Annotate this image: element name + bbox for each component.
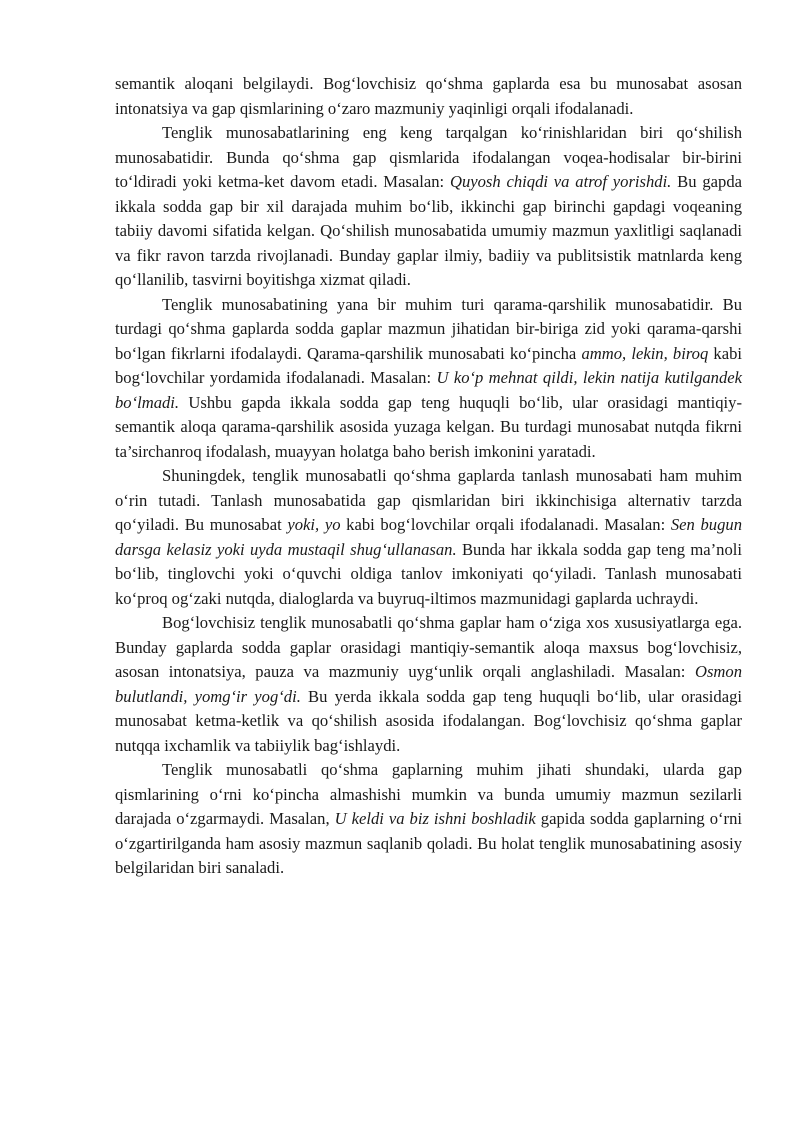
paragraph-6: [115, 758, 742, 881]
paragraph-4: [115, 464, 742, 611]
paragraph-text: kabi bog‘lovchilar orqali ifodalanadi. Masalan:: [340, 515, 671, 534]
paragraph-text: kabi bog‘lovchilar yordamida ifodalanadi. Masalan:: [115, 343, 743, 387]
paragraph-text: Tenglik munosabatlarining eng keng tarqalgan ko‘rinishlaridan biri qo‘shilish munosabatidir. Bunda qo‘shma gap qismlarida ifodalangan voqea-hodisalar bir-birini to‘ldiradi yoki ketma-ket davom etadi. Masalan:: [115, 123, 742, 191]
paragraph-text: Bu gapda ikkala sodda gap bir xil darajada muhim bo‘lib, ikkinchi gap birinchi gapdagi voqeaning tabiiy davomi sifatida kelgan. Qo‘shilish munosabatida umumiy mazmun yaxlitligi saqlanadi va fikr ravon tarzda rivojlanadi. Bunday gaplar ilmiy, badiiy va publitsistik matnlarda keng qo‘llanilib, tasvirni boyitishga xizmat qiladi.: [115, 172, 742, 289]
conjunction-list: yoki, yo: [287, 515, 341, 534]
paragraph-text: Shuningdek, tenglik munosabatli qo‘shma gaplarda tanlash munosabati ham muhim o‘rin tutadi. Tanlash munosabatida gap qismlaridan biri ikkinchisiga alternativ tarzda qo‘yiladi. Bu munosabat: [115, 466, 742, 534]
paragraph-2: [115, 121, 742, 293]
paragraph-text: Ushbu gapda ikkala sodda gap teng huquqli bo‘lib, ular orasidagi mantiqiy-semantik aloqa qarama-qarshilik asosida yuzaga kelgan. Bu turdagi munosabat nutqda fikrni ta’sirchanroq ifodalash, muayyan holatga baho berish imkonini yaratadi.: [115, 392, 742, 461]
example-sentence: U ko‘p mehnat qildi, lekin natija kutilgandek bo‘lmadi.: [115, 368, 742, 412]
conjunction-list: ammo, lekin, biroq: [581, 343, 709, 363]
paragraph-3: [115, 293, 742, 465]
document-page: [115, 72, 742, 881]
paragraph-text: Tenglik munosabatli qo‘shma gaplarning muhim jihati shundaki, ularda gap qismlarining o‘rni ko‘pincha almashishi mumkin va bunda umumiy mazmun sezilarli darajada o‘zgarmaydi. Masalan,: [115, 760, 742, 828]
paragraph-text: Bog‘lovchisiz tenglik munosabatli qo‘shma gaplar ham o‘ziga xos xususiyatlarga ega. Bunday gaplarda sodda gaplar orasidagi mantiqiy-semantik aloqa maxsus bog‘lovchisiz, asosan intonatsiya, pauza va mazmuniy uyg‘unlik orqali anglashiladi. Masalan:: [115, 613, 742, 681]
paragraph-text: Tenglik munosabatining yana bir muhim turi qarama-qarshilik munosabatidir. Bu turdagi qo‘shma gaplarda sodda gaplar mazmun jihatidan bir-biriga zid yoki qarama-qarshi bo‘lgan fikrlarni ifodalaydi. Qarama-qarshilik munosabati ko‘pincha: [115, 294, 742, 363]
example-sentence: U keldi va biz ishni boshladik: [334, 809, 536, 828]
paragraph-5: [115, 611, 742, 758]
paragraph-text: semantik aloqani belgilaydi. Bog‘lovchisiz qo‘shma gaplarda esa bu munosabat asosan intonatsiya va gap qismlarining o‘zaro mazmuniy yaqinligi orqali ifodalanadi.: [115, 74, 742, 118]
paragraph-text: gapida sodda gaplarning o‘rni o‘zgartirilganda ham asosiy mazmun saqlanib qoladi. Bu holat tenglik munosabatining asosiy belgilaridan biri sanaladi.: [115, 809, 742, 877]
paragraph-text: Bu yerda ikkala sodda gap teng huquqli bo‘lib, ular orasidagi munosabat ketma-ketlik va qo‘shilish asosida ifodalangan. Bog‘lovchisiz qo‘shma gaplar nutqqa ixchamlik va tabiiylik bag‘ishlaydi.: [115, 686, 742, 755]
example-sentence: Osmon bulutlandi, yomg‘ir yog‘di.: [115, 662, 742, 706]
paragraph-1: [115, 72, 742, 121]
paragraph-text: Bunda har ikkala sodda gap teng ma’noli bo‘lib, tinglovchi yoki o‘quvchi oldiga tanlov imkoniyati qo‘yiladi. Tanlash munosabati ko‘proq og‘zaki nutqda, dialoglarda va buyruq-iltimos mazmunidagi gaplarda uchraydi.: [115, 539, 743, 608]
example-sentence: Quyosh chiqdi va atrof yorishdi.: [449, 172, 672, 191]
example-sentence: Sen bugun darsga kelasiz yoki uyda mustaqil shug‘ullanasan.: [115, 515, 742, 559]
